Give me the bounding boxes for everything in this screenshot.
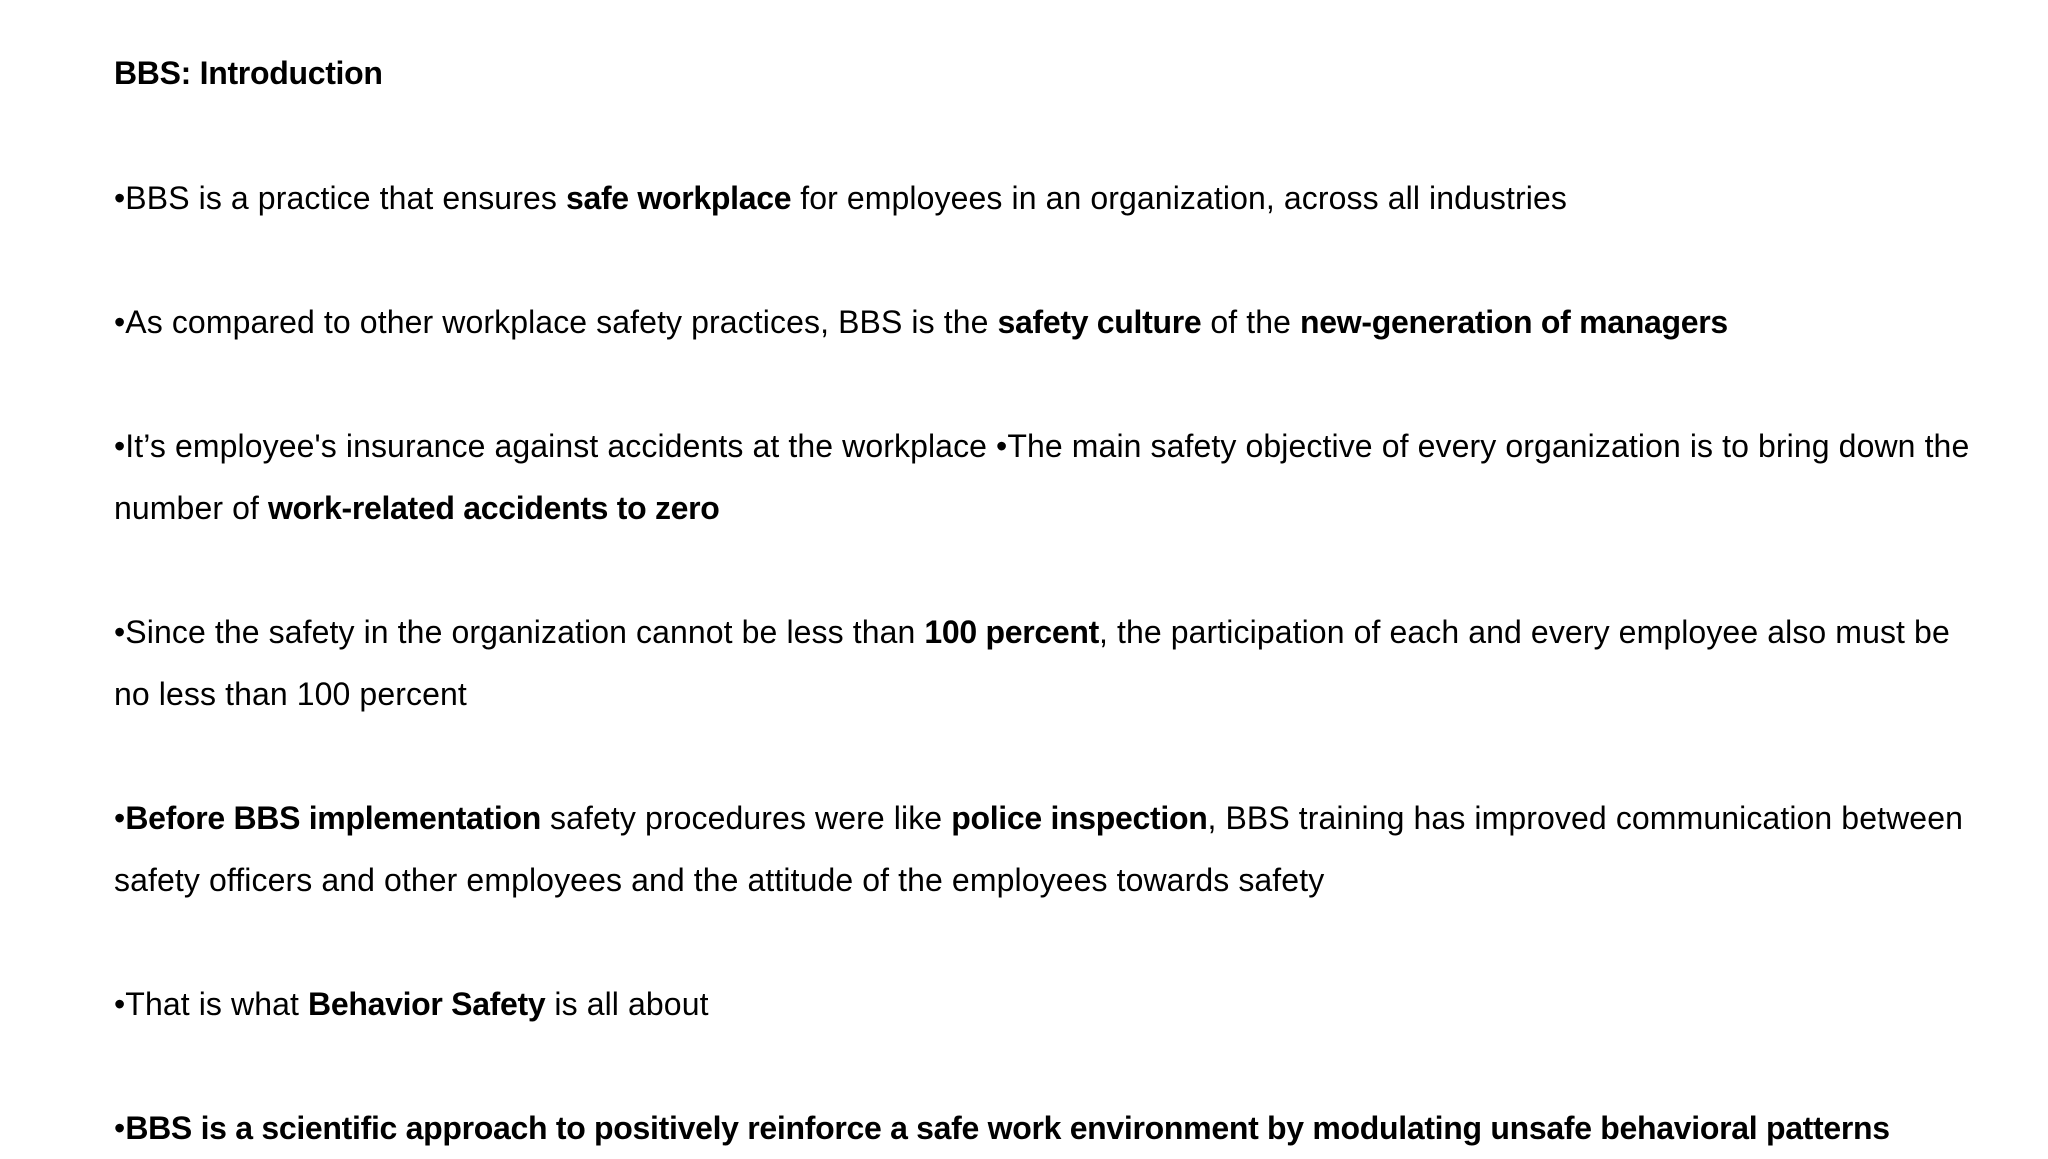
text-run: • <box>114 800 126 836</box>
bullet-paragraph <box>114 291 1994 353</box>
bullet-paragraph <box>114 973 1994 1035</box>
text-run: •BBS is a practice that ensures <box>114 180 566 216</box>
bold-text-run: Before BBS implementation <box>125 800 541 836</box>
text-run: is all about <box>545 986 709 1022</box>
bullet-paragraph <box>114 167 1994 229</box>
bold-text-run: police inspection <box>951 800 1208 836</box>
bullet-paragraph <box>114 415 1994 539</box>
text-run: safety procedures were like <box>541 800 952 836</box>
bold-text-run: 100 percent <box>924 614 1099 650</box>
bullet-paragraph <box>114 601 1994 725</box>
bold-text-run: safe workplace <box>565 180 792 216</box>
text-run: of the <box>1201 304 1301 340</box>
bold-text-run: Behavior Safety <box>308 986 546 1022</box>
bullet-paragraph <box>114 1097 1994 1159</box>
text-run: •It’s employee's insurance against accidents at the workplace •The main safety objective of every organization is to bring down the number of <box>114 428 1970 526</box>
text-run: , the participation of each and every employee also must be no less than 100 percent <box>114 614 1950 712</box>
text-run: for employees in an organization, across all industries <box>791 180 1567 216</box>
bold-text-run: new-generation of managers <box>1300 304 1728 340</box>
text-run: • <box>114 1110 126 1146</box>
text-run: •As compared to other workplace safety practices, BBS is the <box>114 304 998 340</box>
text-run: •Since the safety in the organization cannot be less than <box>114 614 925 650</box>
bold-text-run: safety culture <box>997 304 1202 340</box>
text-run: , BBS training has improved communication between safety officers and other employees and the attitude of the employees towards safety <box>114 800 1963 898</box>
bullet-paragraph <box>114 787 1994 911</box>
text-run: •That is what <box>114 986 309 1022</box>
document-title: BBS: Introduction <box>114 55 383 91</box>
bold-text-run: work-related accidents to zero <box>267 490 720 526</box>
bold-text-run: BBS is a scientific approach to positively reinforce a safe work environment by modulating unsafe behavioral patterns <box>125 1110 1890 1146</box>
